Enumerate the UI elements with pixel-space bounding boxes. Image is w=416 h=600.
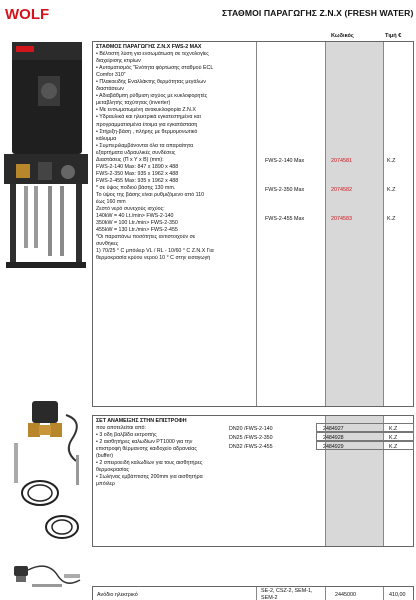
desc-line: *Οι παραπάνω ποσότητες αντιστοιχούν σε [96, 234, 196, 241]
fws2-description [96, 44, 256, 262]
anode-label: Ανόδιο ηλεκτρικό [97, 592, 138, 598]
desc-line: FWS-2-140 Max: 847 x 1890 x 488 [96, 163, 179, 170]
product-code: 2074583 [331, 216, 352, 222]
column-header-price: Τιμή € [385, 33, 402, 39]
desc-line: διαχείρισης κτιρίων [96, 58, 141, 65]
wolf-logo [4, 4, 50, 24]
mixing-set-row-dn32 [229, 441, 414, 450]
desc-line: (buffer) [96, 453, 113, 460]
column-header-code: Κωδικός [331, 33, 354, 39]
desc-line: FWS-2-350 Max: 935 x 1962 x 488 [96, 170, 179, 177]
product-model: DN20 /FWS-2-140 [229, 425, 273, 432]
desc-line: * σε ύψος ποδιού βάσης 130 mm. [96, 184, 176, 191]
desc-line: θερμοκρασία κρύου νερού 10 ° C στην εισαγωγή [96, 255, 211, 262]
code-column-shade [325, 42, 383, 406]
desc-line: • 2 σπειροειδή καλωδίων για τους αισθητήρες [96, 460, 203, 467]
desc-line: 140kW = 40 Lt./min> FWS-2-140 [96, 213, 174, 220]
desc-line: • Με ενσωματωμένη ανακυκλοφορία Ζ.Ν.Χ [96, 107, 196, 114]
product-price: 410,00 [389, 592, 406, 598]
mixing-set-description [96, 418, 230, 488]
product-model: DN32 /FWS-2-455 [229, 443, 273, 450]
desc-line: συνθήκες [96, 241, 119, 248]
desc-line: εξαρτήματα υδραυλικές συνδέσεις [96, 149, 176, 156]
wolf-logo-text: WOLF [5, 6, 50, 23]
mixing-set-row-dn20 [229, 423, 414, 432]
desc-line: 1) 70/25 ° C μπόιλερ VL / RL - 10/60 ° C Z.N.X Για [96, 248, 214, 255]
desc-line: FWS-2-455 Max: 935 x 1962 x 488 [96, 177, 179, 184]
desc-line: Διαστάσεις (Π x Y x B) (mm): [96, 156, 164, 163]
product-model: FWS-2-140 Max [265, 158, 305, 164]
product-panel-electric-anode [92, 586, 414, 600]
desc-line: ΣΤΑΘΜΟΣ ΠΑΡΑΓΩΓΗΣ Ζ.Ν.Χ FWS-2 MAX [96, 44, 202, 50]
desc-line: • Πλακοειδής Εναλλάκτης θερμότητας μεγάλων [96, 79, 206, 86]
fresh-water-station-image [4, 36, 88, 272]
product-code: 2484928 [323, 434, 344, 441]
anode-compat-line: SEM-2 [261, 594, 278, 600]
desc-line: • Αδιαβάθμιτη ρύθμιση ισχύος με κυκλοφορητές [96, 93, 208, 100]
desc-line: 455kW = 130 Ltr./min> FWS-2-455 [96, 227, 178, 234]
desc-line: • Στήριξη-βάση , πλήρης με θερμομονωτικό [96, 128, 198, 135]
electric-anode-image [6, 556, 86, 596]
product-model: DN25 /FWS-2-350 [229, 434, 273, 441]
anode-compat-line: SE-2, CSZ-2, SEM-1, [261, 588, 313, 594]
desc-line: • Βέλτιστη λύση για ενσωμάτωση σε τεχνολογίες [96, 51, 209, 58]
desc-line: • Υδραυλικά και ηλεκτρικά εγκατεστημένα και [96, 114, 201, 121]
product-code: 2484929 [323, 443, 344, 450]
product-model: FWS-2-455 Max [265, 216, 305, 222]
product-code: 2445000 [335, 592, 356, 598]
product-price: K.Z [387, 158, 396, 164]
mixing-set-image [6, 395, 88, 545]
product-code: 2074581 [331, 158, 352, 164]
product-price: K.Z [389, 425, 398, 432]
product-model: FWS-2-350 Max [265, 187, 305, 193]
desc-line: • Σωλήνας εμβάπτισης 200mm για αισθητήρα [96, 474, 203, 481]
desc-line: μπόιλερ [96, 481, 115, 488]
desc-line: Ζεστό νερό συνεχούς ισχύος: [96, 206, 165, 213]
desc-line: • 2 αισθητήρες καλωδίων PT1000 για την [96, 439, 193, 446]
desc-line: προγραμματισμένα έτοιμα για εγκατάσταση [96, 121, 198, 128]
desc-line: • 3 οδη βαλβίδα εκτροπής [96, 432, 157, 439]
product-price: K.Z [389, 434, 398, 441]
desc-line: ΣΕΤ ΑΝΑΜΕΙΞΗΣ ΣΤΗΝ ΕΠΙΣΤΡΟΦΗ [96, 418, 187, 424]
desc-line: Comfor 310" [96, 72, 126, 79]
desc-line: θερμοκρασίας [96, 467, 130, 474]
page-title: ΣΤΑΘΜΟΙ ΠΑΡΑΓΩΓΗΣ Ζ.Ν.Χ (FRESH WATER) [222, 8, 414, 18]
anode-compatibility [261, 588, 313, 600]
product-panel-fws2 [92, 41, 414, 407]
desc-line: Το ύψος της βάσης είναι ρυθμιζόμενο από 110 [96, 191, 205, 198]
mixing-set-row-dn25 [229, 432, 414, 441]
desc-line: 350kW = 100 Ltr./min> FWS-2-350 [96, 220, 178, 227]
desc-line: διαστάσεων [96, 86, 124, 93]
desc-line: • Αυτοματισμός "Ενότητα φόρτωσης σταθμού ECL [96, 65, 214, 72]
desc-line: που αποτελείται από: [96, 425, 146, 432]
product-price: K.Z [389, 443, 398, 450]
desc-line: επιστροφή θέρμανσης καιδοχείο αδρανείας [96, 446, 197, 453]
product-code: 2074582 [331, 187, 352, 193]
desc-line: • Συμπεριλαμβάνονται όλα τα απαραίτητα [96, 142, 194, 149]
desc-line: κάλυμμα [96, 135, 117, 142]
product-price: K.Z [387, 187, 396, 193]
desc-line: μεταβλητής ταχύτητας (inverter) [96, 100, 171, 107]
product-code: 2484927 [323, 425, 344, 432]
product-price: K.Z [387, 216, 396, 222]
desc-line: έως 160 mm [96, 199, 126, 206]
